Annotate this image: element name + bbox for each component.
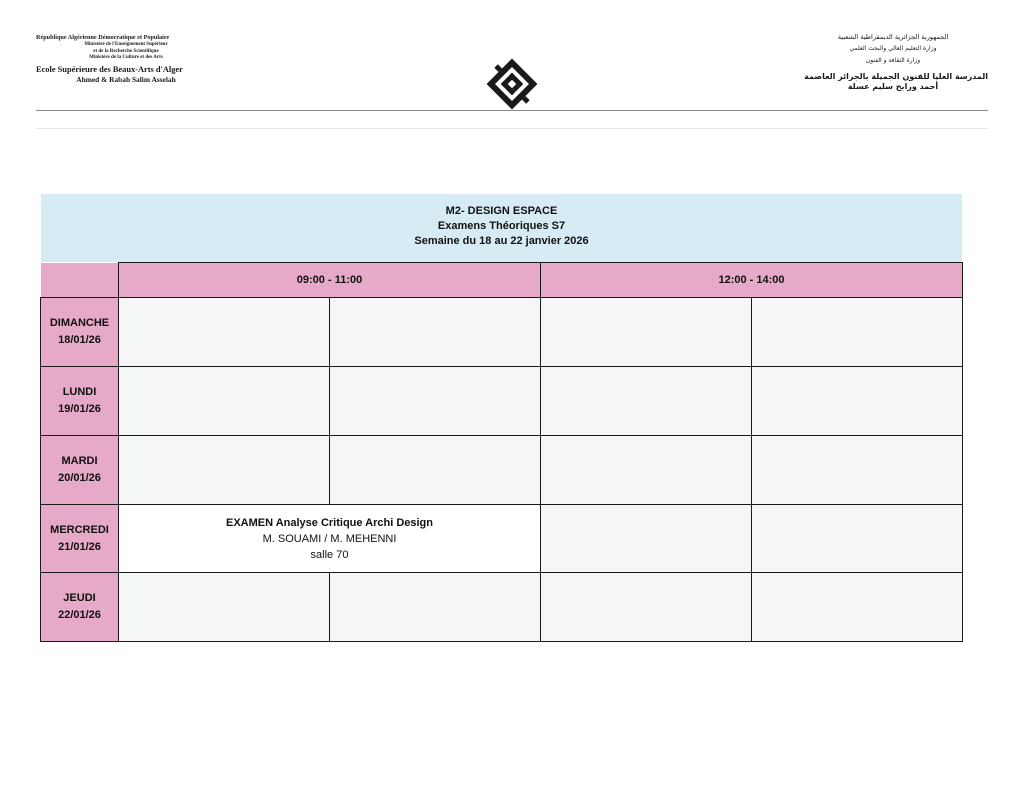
empty-cell [119,436,330,505]
table-row [41,573,963,642]
time-slot-header-row [41,263,963,298]
school-logo [480,52,544,116]
ministry-higher-education-arabic: وزارة التعليم العالي والبحث العلمي [849,45,937,52]
table-row [41,436,963,505]
day-date: 18/01/26 [58,334,101,346]
program-title: M2- DESIGN ESPACE [445,205,558,217]
republic-name: République Algérienne Démocratique et Populaire [36,34,170,41]
table-row [41,298,963,367]
exam-room: salle 70 [310,548,349,561]
empty-cell [119,298,330,367]
exam-type: Examens Théoriques S7 [437,220,566,232]
ministry-higher-education: Ministère de l'Enseignement Supérieur [84,42,168,47]
empty-cell [541,298,752,367]
exam-schedule-table [40,262,963,642]
empty-cell [752,436,963,505]
day-name: DIMANCHE [49,317,110,329]
ministry-culture-arabic: وزارة الثقافة و الفنون [865,57,921,64]
empty-cell [752,505,963,573]
day-name: MARDI [61,455,98,467]
empty-cell [541,505,752,573]
empty-cell [541,436,752,505]
ministry-culture: Ministère de la Culture et des Arts [89,55,163,61]
week-range: Semaine du 18 au 22 janvier 2026 [414,235,589,247]
empty-cell [541,367,752,436]
empty-cell [541,573,752,642]
day-date: 19/01/26 [58,403,101,415]
empty-cell [752,573,963,642]
day-label [41,436,119,505]
day-date: 20/01/26 [58,472,101,484]
school-subtitle: Ahmed & Rabah Salim Asselah [76,74,176,84]
exam-entry [119,505,541,573]
school-subtitle-arabic: أحمد ورابح سليم عسلة [847,82,939,91]
empty-cell [119,367,330,436]
day-label [41,298,119,367]
day-name: MERCREDI [50,523,109,536]
school-name: Ecole Supérieure des Beaux-Arts d'Alger [36,64,183,74]
schedule-banner [41,194,962,262]
empty-cell [119,573,330,642]
empty-cell [752,298,963,367]
day-label [41,505,119,573]
day-date: 22/01/26 [58,609,101,621]
header-divider-light [36,128,988,129]
header-right-institution-arabic [798,31,988,92]
day-name: LUNDI [62,386,97,398]
republic-name-arabic: الجمهورية الجزائرية الديمقراطية الشعبية [837,33,949,41]
exam-title: EXAMEN Analyse Critique Archi Design [225,516,433,529]
empty-cell [330,436,541,505]
day-label [41,573,119,642]
day-date: 21/01/26 [58,540,101,553]
exam-teachers: M. SOUAMI / M. MEHENNI [262,532,397,545]
empty-cell [330,573,541,642]
slot-morning: 09:00 - 11:00 [119,263,541,298]
empty-cell [330,367,541,436]
header-left-institution [36,34,216,84]
header-divider [36,110,988,111]
day-label [41,367,119,436]
table-corner [41,263,119,298]
day-name: JEUDI [63,592,96,604]
empty-cell [330,298,541,367]
ministry-research: et de la Recherche Scientifique [93,48,159,54]
school-name-arabic: المدرسة العليا للفنون الجميلة بالجزائر العاصمة [804,72,988,81]
table-row [41,367,963,436]
empty-cell [752,367,963,436]
table-row [41,505,963,573]
slot-midday: 12:00 - 14:00 [541,263,963,298]
